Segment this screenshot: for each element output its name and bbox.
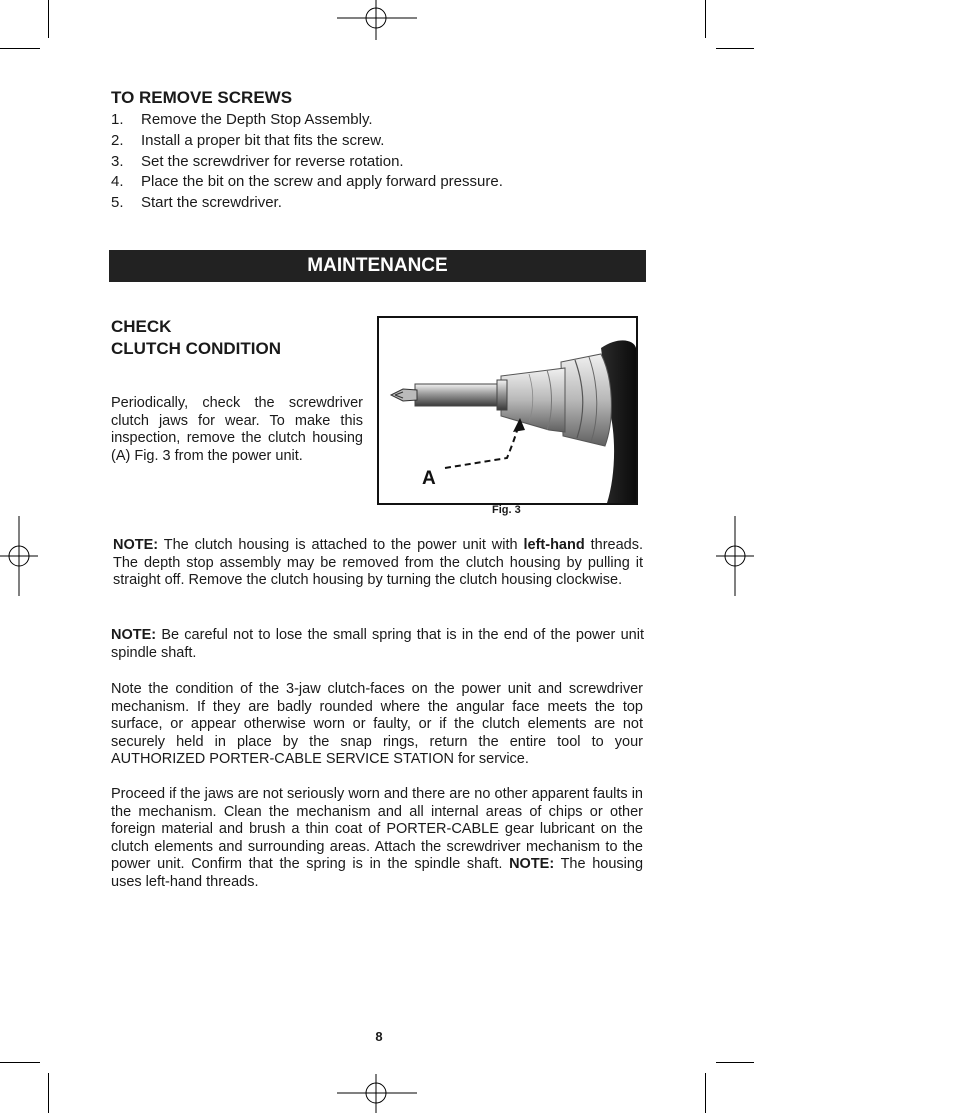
crop-mark [48, 0, 49, 38]
maintenance-banner: MAINTENANCE [109, 250, 646, 282]
periodically-paragraph: Periodically, check the screwdriver clutch jaws for wear. To make this inspection, remove the clutch housing (A) Fig. 3 from the power unit. [111, 395, 363, 464]
check-clutch-heading [111, 316, 281, 360]
figure-3-photo [377, 316, 638, 505]
remove-screws-heading: TO REMOVE SCREWS [111, 88, 293, 107]
list-item [111, 131, 631, 152]
crop-mark [48, 1073, 49, 1113]
note-text: Be careful not to lose the small spring that is in the end of the power unit spindle shaft. [111, 627, 644, 661]
note-text: threads. The depth stop assembly may be removed from the clutch housing by pulling it straight off. Remove the clutch housing by turning the clutch housing clockwise. [113, 537, 644, 589]
step-number: 1. [111, 111, 124, 128]
step-number: 5. [111, 194, 124, 212]
crop-mark [0, 48, 40, 49]
screwdriver-illustration [379, 318, 636, 503]
list-item [111, 193, 631, 214]
step-text: Install a proper bit that fits the screw. [141, 131, 385, 149]
step-number: 2. [111, 131, 124, 149]
note-spring [111, 627, 644, 662]
condition-paragraph: Note the condition of the 3-jaw clutch-faces on the power unit and screwdriver mechanism. If they are badly rounded where the angular face meets the top surface, or appear otherwise worn or faulty, or if the clutch elements are not securely held in place by the snap rings, return the entire tool to your AUTHORIZED PORTER-CABLE SERVICE STATION for service. [111, 681, 643, 768]
crop-mark [705, 0, 706, 38]
note-label: NOTE: [111, 627, 157, 643]
step-text: Set the screwdriver for reverse rotation. [141, 152, 404, 170]
note-text: The clutch housing is attached to the power unit with [158, 537, 524, 553]
callout-label-a: A [422, 468, 436, 489]
note-text: The housing uses left-hand threads. [111, 856, 644, 890]
note-clutch-housing [113, 537, 643, 590]
registration-mark-top [337, 0, 417, 40]
check-heading-line1: CHECK [111, 317, 172, 336]
figure-caption: Fig. 3 [492, 504, 521, 516]
check-heading-line2: CLUTCH CONDITION [111, 339, 281, 358]
step-text: Remove the Depth Stop Assembly. [141, 111, 373, 128]
crop-mark [716, 1062, 754, 1063]
note-label: NOTE: [509, 856, 555, 873]
registration-mark-bottom [337, 1074, 417, 1113]
step-number: 3. [111, 152, 124, 170]
step-text: Place the bit on the screw and apply forward pressure. [141, 173, 503, 191]
note-label: NOTE: [113, 537, 159, 553]
crop-mark [705, 1073, 706, 1113]
registration-mark-left [0, 516, 38, 596]
step-number: 4. [111, 173, 124, 191]
list-item [111, 152, 631, 173]
proceed-text: Proceed if the jaws are not seriously worn and there are no other apparent faults in the mechanism. Clean the mechanism and all internal areas of chips or other foreign material and brush a thin coat of PORTER-CABLE gear lubricant on the clutch elements and surrounding areas. Attach the screwdriver mechanism to the power unit. Confirm that the spring is in the spindle shaft. [111, 786, 643, 873]
crop-mark [716, 48, 754, 49]
remove-screws-steps [111, 110, 631, 214]
crop-mark [0, 1062, 40, 1063]
note-bold-text: left-hand [523, 537, 585, 553]
proceed-paragraph [111, 786, 643, 892]
registration-mark-right [716, 516, 754, 596]
list-item [111, 172, 631, 193]
step-text: Start the screwdriver. [141, 194, 282, 212]
list-item [111, 110, 631, 131]
page-number: 8 [375, 1029, 383, 1044]
